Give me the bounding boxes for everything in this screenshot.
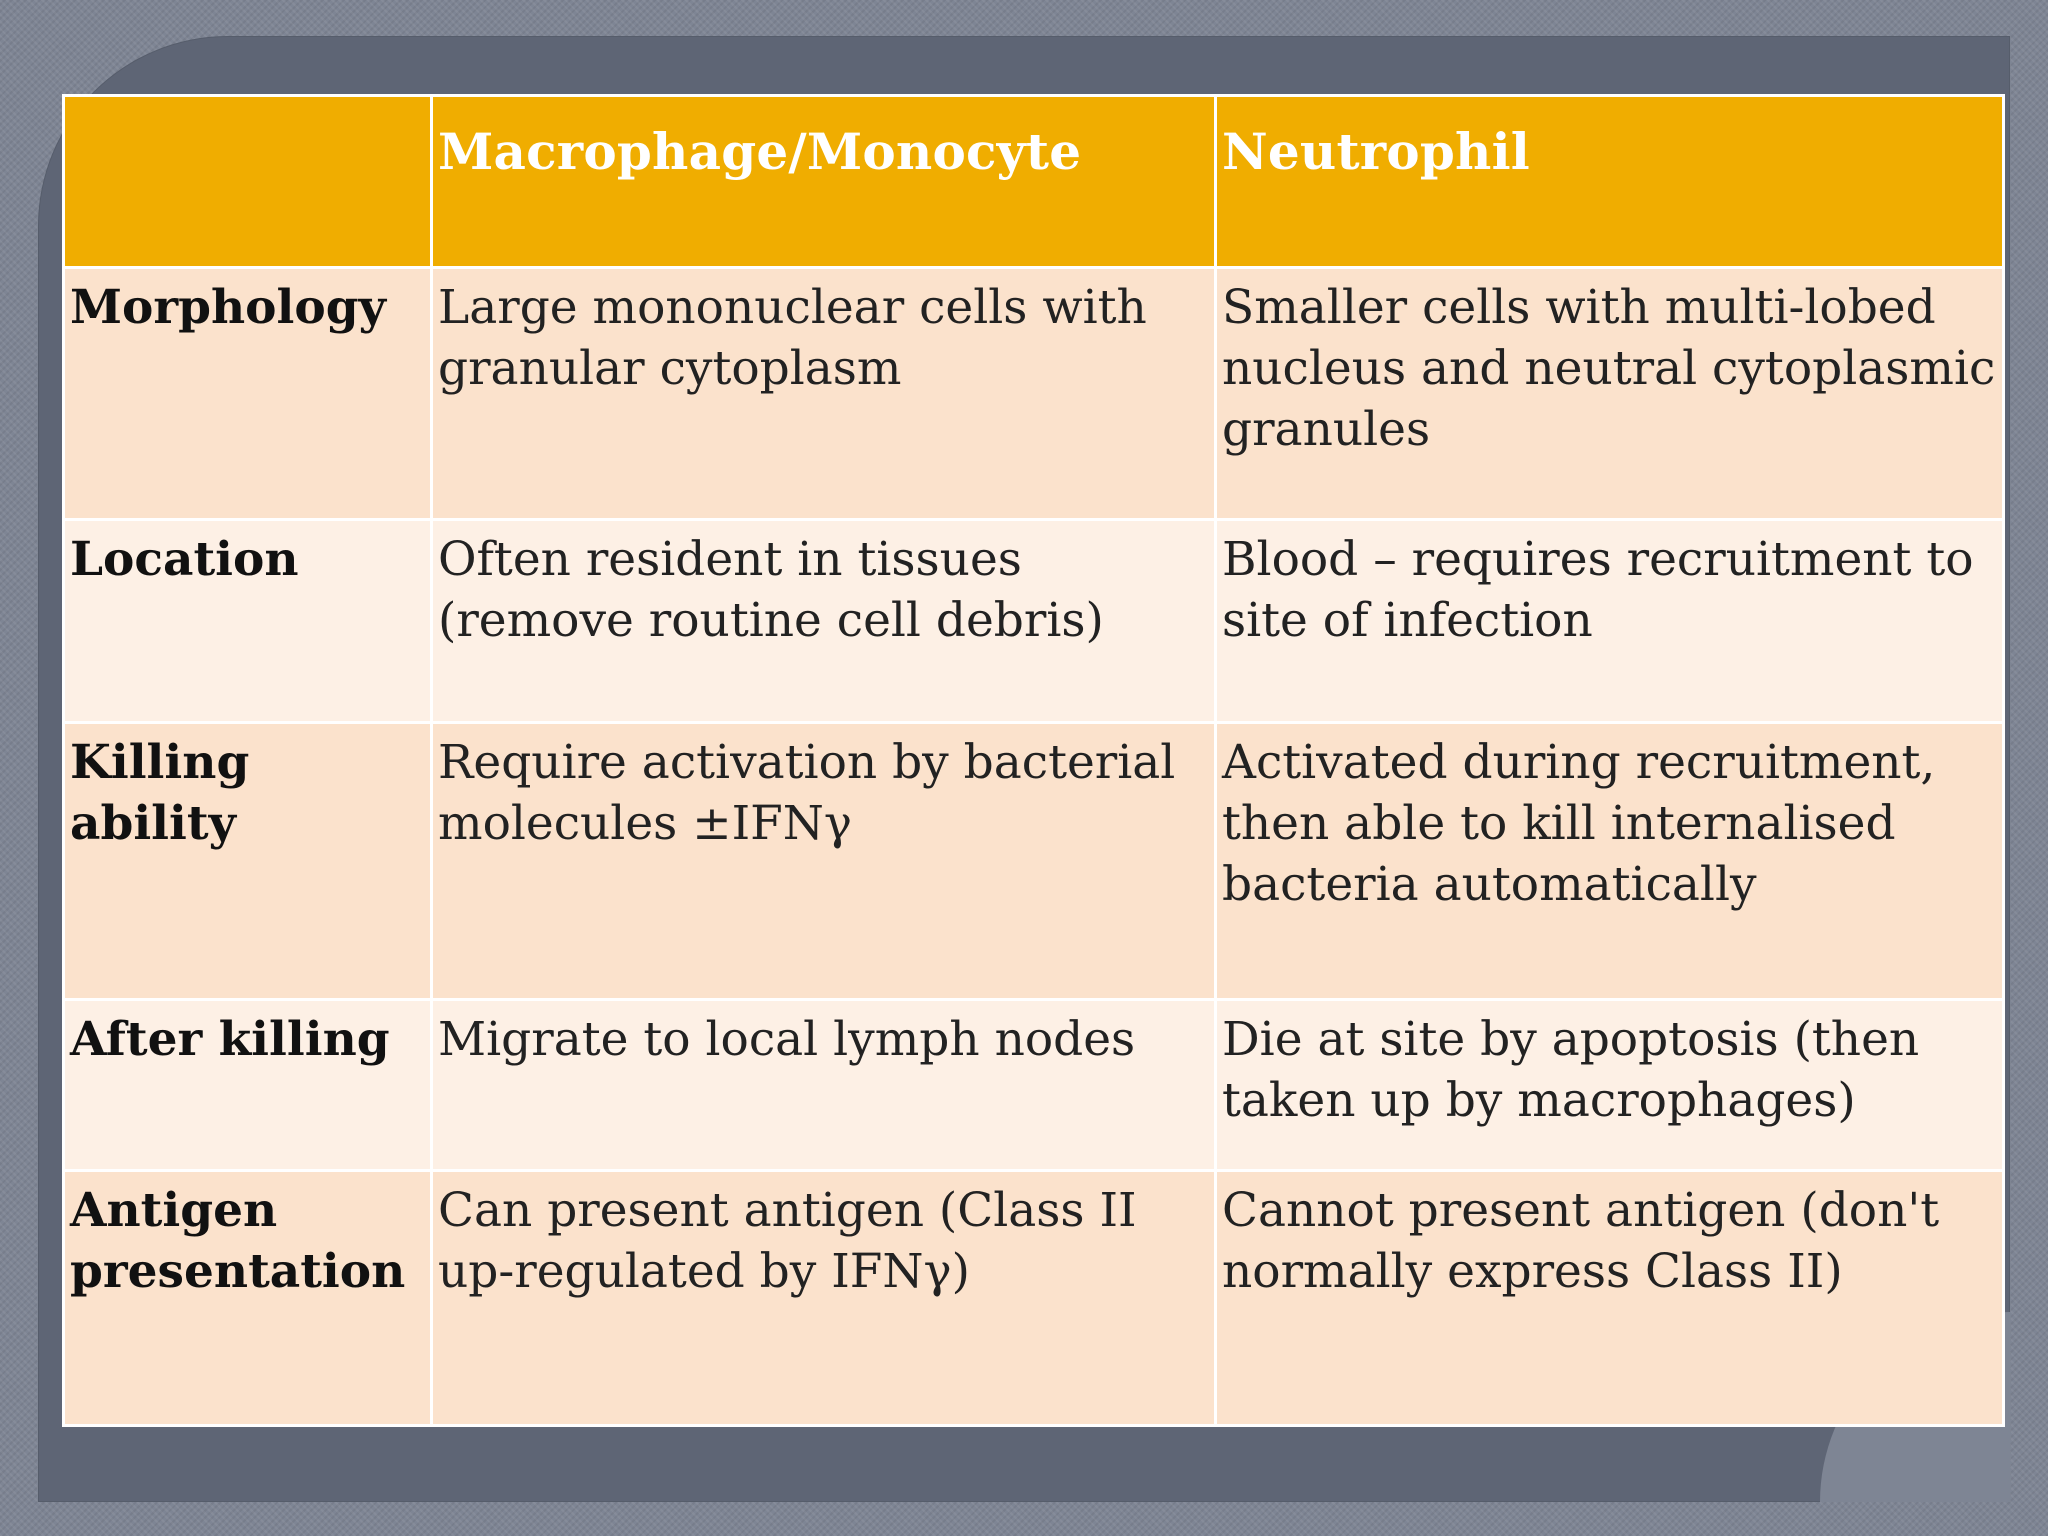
- comparison-table: [62, 94, 2005, 1427]
- neutrophil-cell: Smaller cells with multi-lobed nucleus and neutral cytoplasmic granules: [1216, 268, 2004, 520]
- row-label: After killing: [64, 1000, 432, 1171]
- table-row-antigen-presentation: [64, 1171, 2004, 1426]
- table-row-killing-ability: [64, 723, 2004, 1000]
- macrophage-cell: Require activation by bacterial molecules ±IFNγ: [432, 723, 1216, 1000]
- neutrophil-cell: Die at site by apoptosis (then taken up by macrophages): [1216, 1000, 2004, 1171]
- macrophage-cell: Large mononuclear cells with granular cytoplasm: [432, 268, 1216, 520]
- table-header-row: [64, 96, 2004, 268]
- row-label: Killing ability: [64, 723, 432, 1000]
- header-corner-cell: [64, 96, 432, 268]
- table-row-after-killing: [64, 1000, 2004, 1171]
- header-macrophage-monocyte: Macrophage/Monocyte: [432, 96, 1216, 268]
- table-row-location: [64, 520, 2004, 723]
- row-label: Antigen presentation: [64, 1171, 432, 1426]
- row-label: Morphology: [64, 268, 432, 520]
- neutrophil-cell: Activated during recruitment, then able to kill internalised bacteria automatically: [1216, 723, 2004, 1000]
- macrophage-cell: Often resident in tissues (remove routine cell debris): [432, 520, 1216, 723]
- header-neutrophil: Neutrophil: [1216, 96, 2004, 268]
- neutrophil-cell: Cannot present antigen (don't normally express Class II): [1216, 1171, 2004, 1426]
- macrophage-cell: Migrate to local lymph nodes: [432, 1000, 1216, 1171]
- macrophage-cell: Can present antigen (Class II up-regulated by IFNγ): [432, 1171, 1216, 1426]
- table-row-morphology: [64, 268, 2004, 520]
- comparison-table-container: [62, 94, 2002, 1424]
- row-label: Location: [64, 520, 432, 723]
- neutrophil-cell: Blood – requires recruitment to site of infection: [1216, 520, 2004, 723]
